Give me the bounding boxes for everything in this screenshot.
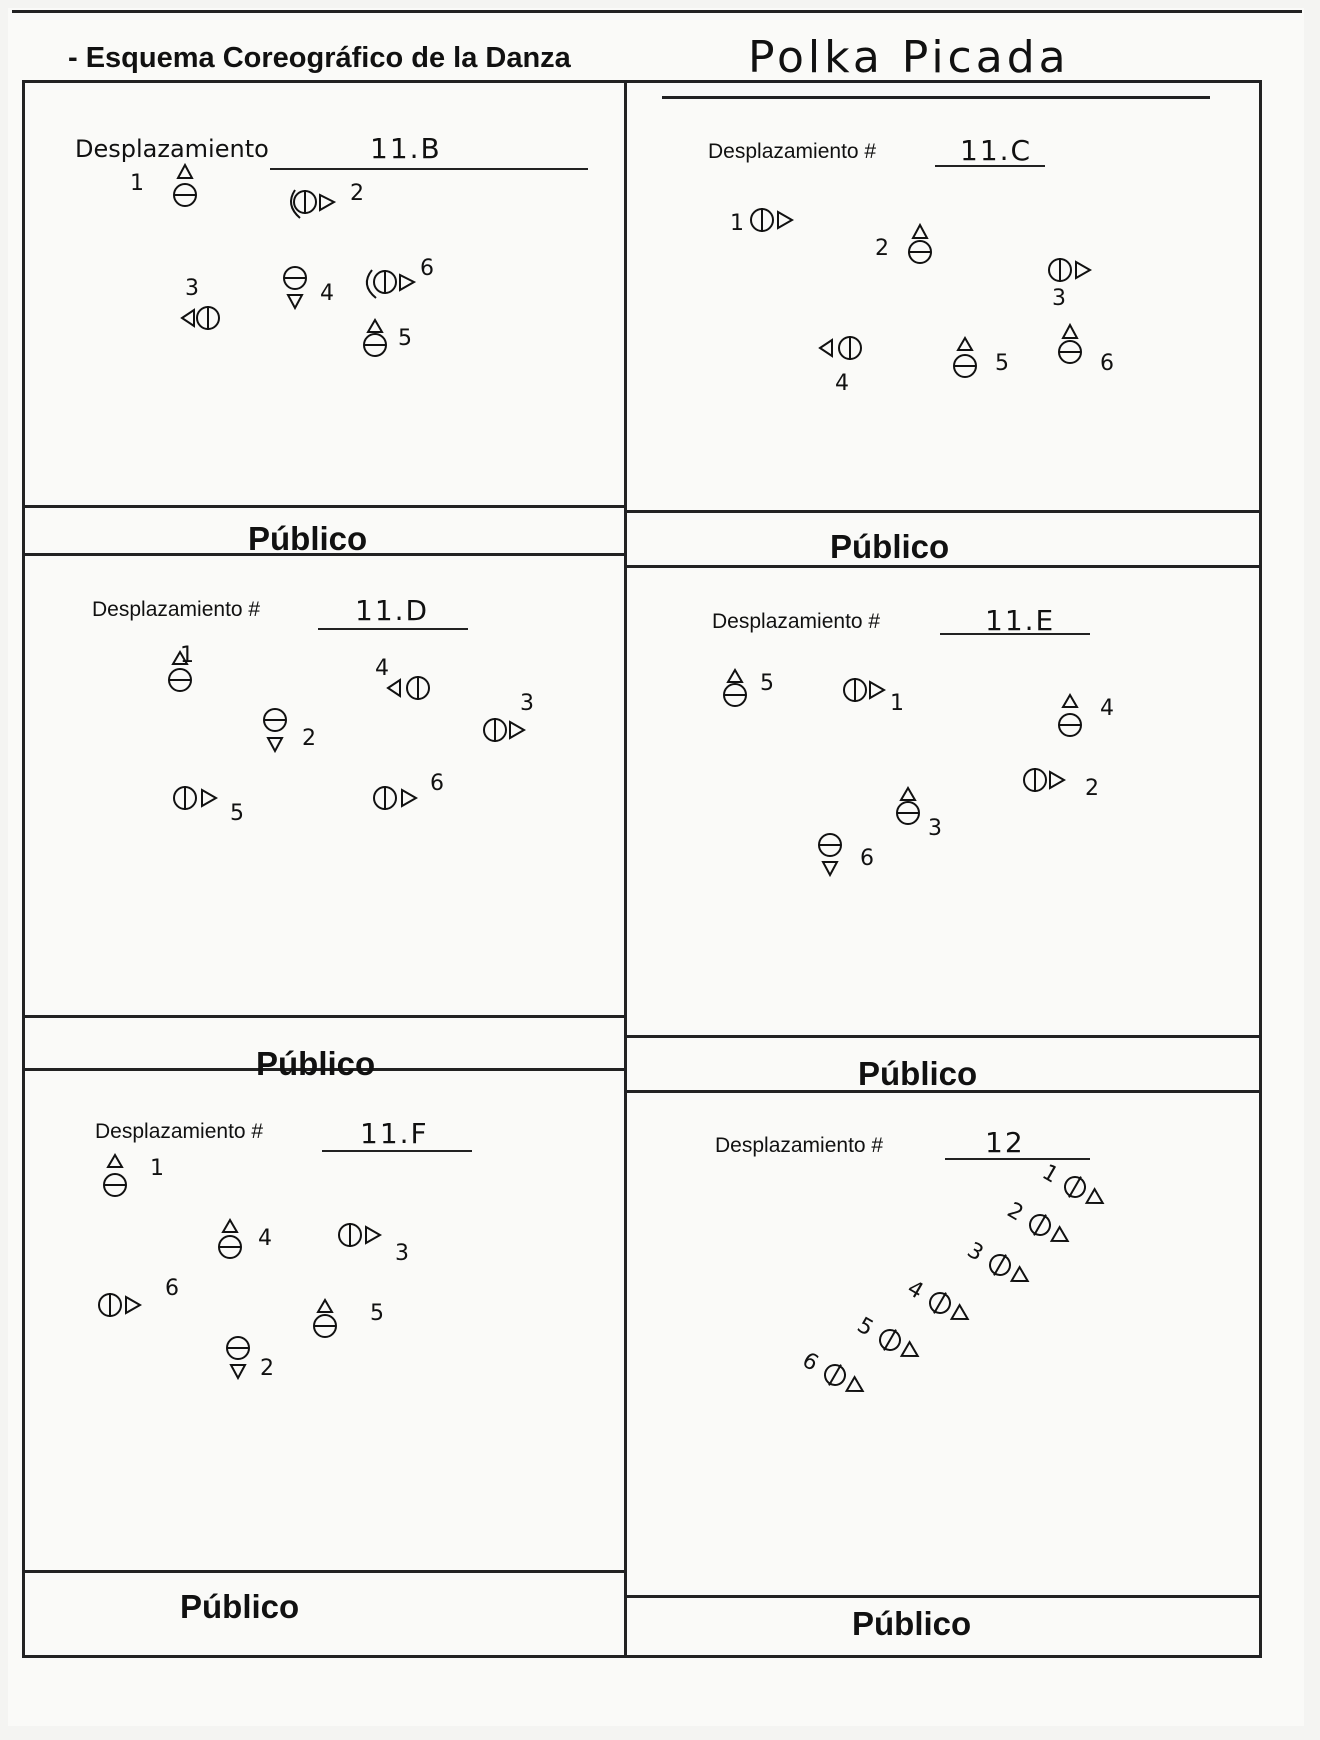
dancer-number: 6 [797, 1347, 823, 1377]
row3-publico-top-rule [22, 1570, 624, 1573]
dancer-number: 5 [852, 1312, 878, 1342]
dancer-diagram [80, 1150, 520, 1400]
dancer-number: 6 [860, 846, 874, 871]
cell-value: 11.F [360, 1117, 429, 1150]
dancer-number: 5 [370, 1301, 384, 1326]
dancer-diagram [700, 650, 1160, 900]
dancer-diagram [790, 1159, 1170, 1425]
dancer-number: 3 [185, 276, 199, 301]
dancer-number: 2 [350, 181, 364, 206]
dancer-number: 4 [258, 1226, 272, 1251]
dance-name: Polka Picada [748, 32, 1070, 83]
publico-label: Público [248, 520, 368, 557]
row2-right-publico-top-rule [624, 1035, 1262, 1038]
cell-value: 11.E [985, 604, 1056, 637]
dancer-number: 3 [520, 691, 534, 716]
dancer-number: 1 [150, 1156, 164, 1181]
dancer-number: 2 [1085, 776, 1099, 801]
top-border [12, 10, 1302, 13]
dancer-number: 6 [420, 256, 434, 281]
dancer-number: 1 [180, 643, 194, 668]
dancer-number: 6 [430, 771, 444, 796]
dancer-number: 5 [230, 801, 244, 826]
dancer-triangle-icon [178, 165, 192, 178]
dancer-number: 6 [165, 1276, 179, 1301]
dancer-number: 4 [320, 281, 334, 306]
publico-label: Público [256, 1045, 376, 1082]
dancer-number: 2 [302, 726, 316, 751]
dancer-number: 3 [1052, 286, 1066, 311]
cell-label: Desplazamiento # [712, 610, 881, 633]
dancer-number: 4 [902, 1275, 928, 1305]
publico-label: Público [830, 528, 950, 565]
dancer-number: 3 [395, 1241, 409, 1266]
publico-label: Público [852, 1605, 972, 1642]
publico-label: Público [858, 1055, 978, 1092]
dancer-number: 4 [375, 656, 389, 681]
cell-value: 11.C [960, 134, 1033, 167]
label-underline [318, 628, 468, 630]
dancer-number: 6 [1100, 351, 1114, 376]
dancer-number: 1 [730, 211, 744, 236]
dancer-number: 5 [760, 671, 774, 696]
dancer-number: 2 [1002, 1197, 1028, 1227]
publico-label: Público [180, 1588, 300, 1625]
dancer-diagram [150, 640, 570, 840]
dancer-number: 5 [995, 351, 1009, 376]
row1-right-publico-top-rule [624, 510, 1262, 513]
dancer-number: 1 [890, 691, 904, 716]
dancer-number: 3 [928, 816, 942, 841]
dancer-diagram [720, 190, 1180, 410]
dancer-number: 5 [398, 326, 412, 351]
dancer-number: 2 [260, 1356, 274, 1381]
row2-publico-top-rule [22, 1015, 624, 1018]
dancer-number: 1 [1037, 1159, 1063, 1189]
grid-center-divider [624, 80, 627, 1658]
cell-label: Desplazamiento # [708, 140, 877, 163]
cell-label: Desplazamiento [75, 135, 269, 163]
cell-label: Desplazamiento # [92, 598, 261, 621]
cell-label: Desplazamiento # [715, 1134, 884, 1157]
cell-value: 11.B [370, 132, 442, 165]
dancer-diagram [120, 160, 540, 380]
cell-value: 12 [985, 1126, 1025, 1159]
header-label: - Esquema Coreográfico de la Danza [68, 42, 571, 74]
row3-right-publico-top-rule [624, 1595, 1262, 1598]
dancer-number: 3 [962, 1237, 988, 1267]
cell-value: 11.D [355, 594, 430, 627]
dancer-number: 2 [875, 236, 889, 261]
cell-label: Desplazamiento # [95, 1120, 264, 1143]
row1-publico-top-rule [22, 505, 624, 508]
dancer-number: 4 [1100, 696, 1114, 721]
dancer-number: 4 [835, 371, 849, 396]
dancer-number: 1 [130, 171, 144, 196]
